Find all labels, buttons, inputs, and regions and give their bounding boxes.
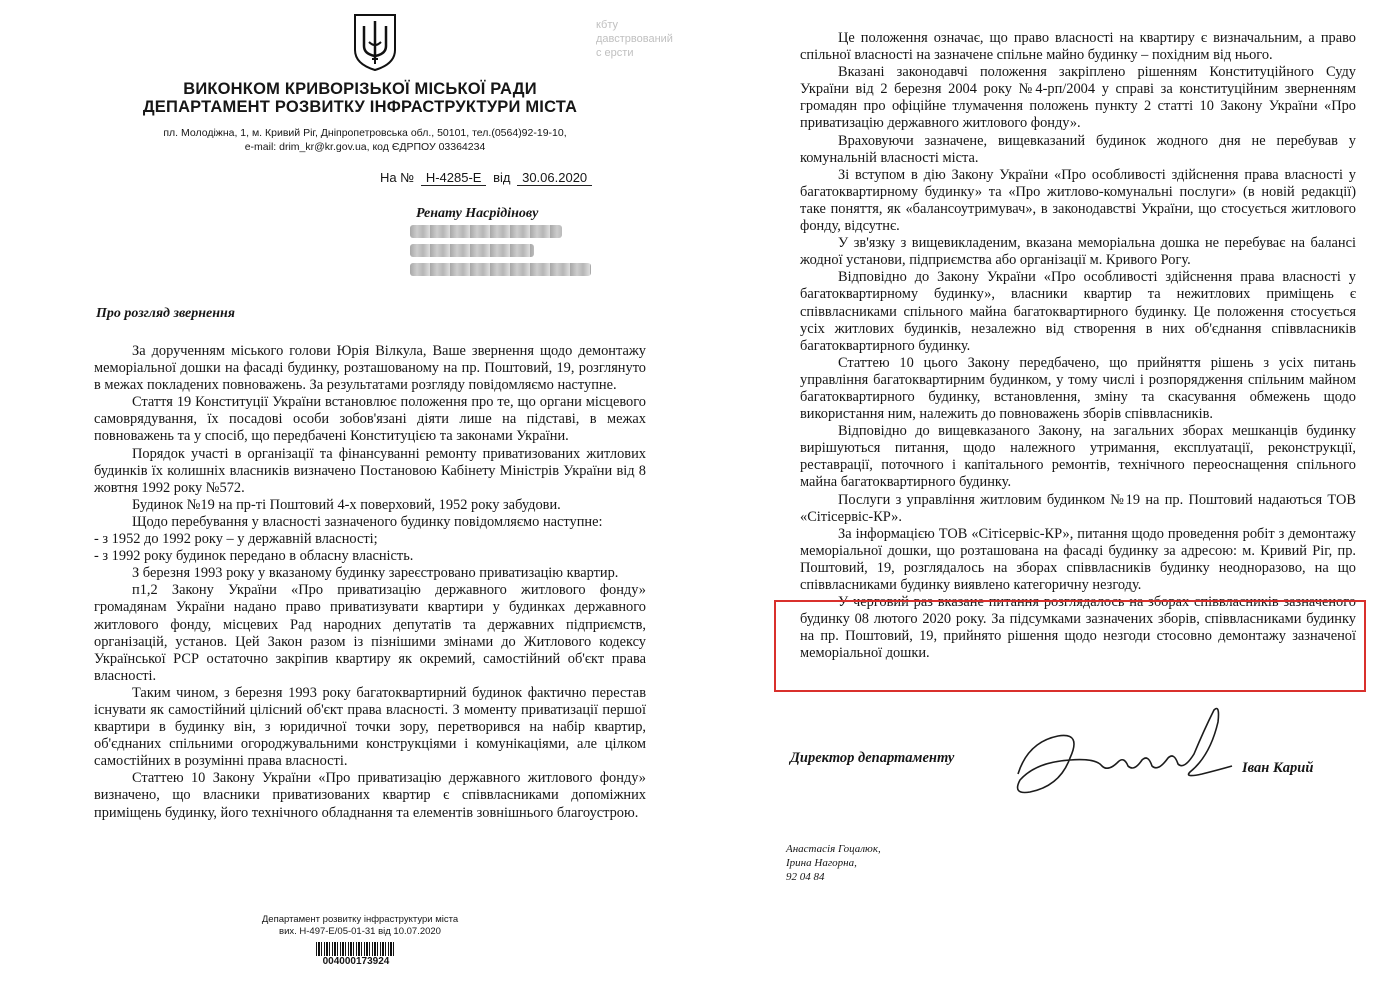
signatory-title: Директор департаменту (790, 750, 955, 766)
paragraph: Стаття 19 Конституції України встановлює положення про те, що органи місцевого самоврядування, їх посадові особи зобов'язані діяти лише на підставі, в межах повноважень та у спосіб, що передбачені Конституцією та законами України. (94, 394, 646, 445)
org-name-line1: ВИКОНКОМ КРИВОРІЗЬКОЇ МІСЬКОЇ РАДИ (183, 80, 537, 98)
paragraph: За інформацією ТОВ «Сітісервіс-КР», питання щодо проведення робіт з демонтажу меморіальної дошки, що розташована на фасаді будинку за адресою: м. Кривий Ріг, пр. Поштовий, 19, розглядалось на зборах співвласників будинку неодноразово, на що співвласниками будинку виявлено категоричну незгоду. (800, 525, 1356, 593)
paragraph: Статтею 10 Закону України «Про приватизацію державного житлового фонду» визначено, що власники приватизованих квартир є співвласниками допоміжних приміщень будинку, його технічного обладнання та елементів зовнішнього благоустрою. (94, 770, 646, 821)
reference-date-prefix: від (493, 170, 511, 185)
letter-reference (380, 170, 595, 186)
reference-prefix: На № (380, 170, 415, 185)
barcode-number: 004000173924 (322, 956, 390, 967)
letter-body-right (800, 30, 1356, 662)
paragraph: Відповідно до вищевказаного Закону, на загальних зборах мешканців будинку вирішуються питання, щодо належного утримання, експлуатації, реконструкції, реставрації, поточного і капітального ремонтів, технічного переоснащення спільного майна багатоквартирного будинку. (800, 423, 1356, 491)
highlight-box (774, 600, 1366, 692)
recipient-name: Ренату Насрідінову (416, 206, 539, 221)
address-line2: e-mail: drim_kr@kr.gov.ua, код ЄДРПОУ 03364234 (244, 141, 486, 153)
paragraph: Будинок №19 на пр-ті Поштовий 4-х поверховий, 1952 року забудови. (132, 496, 561, 513)
paragraph: - з 1992 року будинок передано в обласну власність. (94, 548, 414, 565)
paragraph: У зв'язку з вищевикладеним, вказана меморіальна дошка не перебуває на балансі жодної установи, підприємства або організації м. Кривого Рогу. (800, 235, 1356, 269)
letter-subject: Про розгляд звернення (96, 306, 235, 321)
paragraph: Враховуючи зазначене, вищевказаний будинок жодного дня не перебував у комунальній власності міста. (800, 132, 1356, 166)
signatory-name: Іван Карий (1242, 760, 1314, 776)
registration-stamp (250, 914, 470, 938)
handwritten-signature (1000, 700, 1240, 810)
executor-2: Ірина Нагорна, (786, 857, 857, 869)
redacted-address (410, 225, 600, 280)
reference-number: Н-4285-Е (421, 170, 487, 186)
paragraph: Таким чином, з березня 1993 року багатоквартирний будинок фактично перестав існувати як самостійний цілісний об'єкт права власності. З моменту приватизації першої квартири в будинку він, з юридичної точки зору, перетворився на набір квартир, об'єднаних спільними огороджувальними конструкціями і комунікаціями, але цілком самостійних в розумінні права власності. (94, 684, 646, 770)
paragraph: п1,2 Закону України «Про приватизацію державного житлового фонду» громадянам України надано право приватизувати квартири у будинках державного житлового фонду, місцевих Рад народних депутатів та державних підприємств, організацій, установ. Цей Закон разом із пізнішими змінами до Житлового кодексу Української РСР остаточно закріпив квартиру як окремий, самостійний об'єкт права власності. (94, 582, 646, 684)
paragraph: Вказані законодавчі положення закріплено рішенням Конституційного Суду України від 2 березня 2004 року №4-рп/2004 у справі за конституційним зверненням громадян про офіційне тлумачення положень пункту 2 статті 10 Закону України «Про приватизацію державного житлового фонду». (800, 64, 1356, 132)
stamp-department: Департамент розвитку інфраструктури міста (261, 914, 459, 925)
paragraph: За дорученням міського голови Юрія Вілкула, Ваше звернення щодо демонтажу меморіальної дошки на фасаді будинку, розташованому на пр. Поштовий, 19, розглянуто в межах покладених повноважень. За результатами розгляду повідомляємо наступне. (94, 343, 646, 394)
barcode (316, 942, 396, 956)
org-name-line2: ДЕПАРТАМЕНТ РОЗВИТКУ ІНФРАСТРУКТУРИ МІСТА (142, 98, 578, 116)
paragraph: З березня 1993 року у вказаному будинку зареєстровано приватизацію квартир. (132, 565, 619, 582)
paragraph: - з 1952 до 1992 року – у державній власності; (94, 531, 378, 548)
letter-body-left (94, 343, 646, 822)
executor-phone: 92 04 84 (786, 871, 825, 883)
letter-page-2 (700, 0, 1400, 990)
paragraph: Щодо перебування у власності зазначеного будинку повідомляємо наступне: (132, 513, 603, 530)
paragraph: Зі вступом в дію Закону України «Про особливості здійснення права власності у багатоквартирному будинку» та «Про житлово-комунальні послуги» (в новій редакції) таке поняття, як «балансоутримувач», в законодавстві України, що стосується житлового фонду, відсутнє. (800, 166, 1356, 235)
paragraph: Статтею 10 цього Закону передбачено, що прийняття рішень з усіх питань управління багатоквартирним будинком, у тому числі і розпорядження спільним майном багатоквартирного будинку, встановлення, зміну та скасування обмежень щодо використання ним, належить до повноважень зборів співвласників. (800, 354, 1356, 423)
reference-date: 30.06.2020 (517, 170, 592, 186)
paragraph: Це положення означає, що право власності на квартиру є визначальним, а право спільної власності на зазначене спільне майно будинку – похідним від нього. (800, 30, 1356, 64)
trident-coat-of-arms-icon (352, 12, 398, 72)
executor-1: Анастасія Гоцалюк, (786, 843, 881, 855)
paragraph: Порядок участі в організації та фінансуванні ремонту приватизованих житлових будинків їх колишніх власників визначено Постановою Кабінету Міністрів України від 8 жовтня 1992 року №572. (94, 445, 646, 496)
paragraph: Відповідно до Закону України «Про особливості здійснення права власності у багатоквартирному будинку», власники квартир та нежитлових приміщень є співвласниками спільного майна багатоквартирного будинку. Це положення стосується усіх житлових будинків, незалежно від створення в них об'єднання співвласників багатоквартирного будинку. (800, 269, 1356, 354)
bleed-through-text: кбту давстрвований с ерсти (596, 19, 673, 59)
executors-block (786, 842, 881, 884)
paragraph: Послуги з управління житловим будинком №19 на пр. Поштовий надаються ТОВ «Сітісервіс-КР». (800, 491, 1356, 525)
stamp-outgoing-number: вих. Н-497-Е/05-01-31 від 10.07.2020 (279, 926, 441, 937)
highlighted-paragraph: У черговий раз вказане питання розглядалось на зборах співвласників зазначеного будинку 08 лютого 2020 року. За підсумками зазначених зборів, співвласниками будинку на пр. Поштовий, 19, прийнято рішення щодо незгоди стосовно демонтажу зазначеної меморіальної дошки. (800, 594, 1356, 662)
address-line1: пл. Молодіжна, 1, м. Кривий Ріг, Дніпропетровська обл., 50101, тел.(0564)92-19-10, (163, 127, 567, 139)
